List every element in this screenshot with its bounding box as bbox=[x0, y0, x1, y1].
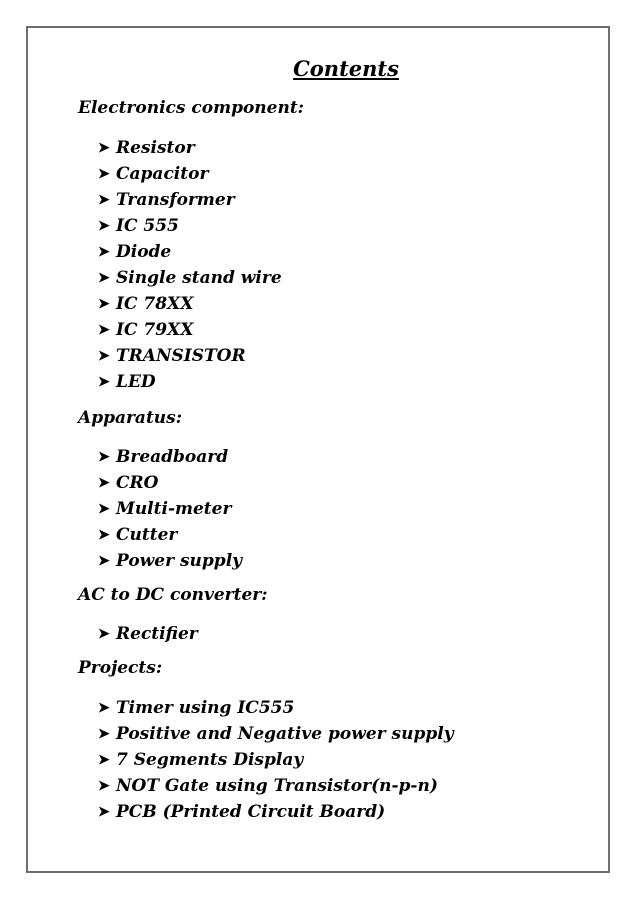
arrowhead-bullet-icon: ➤ bbox=[98, 374, 110, 390]
section-heading-ac-dc: AC to DC converter: bbox=[78, 585, 268, 605]
list-item: ➤ Transformer bbox=[98, 187, 282, 213]
list-item: ➤ PCB (Printed Circuit Board) bbox=[98, 799, 454, 825]
list-item: ➤ Power supply bbox=[98, 548, 242, 574]
list-item: ➤ 7 Segments Display bbox=[98, 747, 454, 773]
projects-list bbox=[98, 695, 454, 825]
arrowhead-bullet-icon: ➤ bbox=[98, 218, 110, 234]
arrowhead-bullet-icon: ➤ bbox=[98, 700, 110, 716]
arrowhead-bullet-icon: ➤ bbox=[98, 501, 110, 517]
section-heading-apparatus: Apparatus: bbox=[78, 408, 183, 428]
list-item: ➤ Positive and Negative power supply bbox=[98, 721, 454, 747]
list-item: ➤ Diode bbox=[98, 239, 282, 265]
arrowhead-bullet-icon: ➤ bbox=[98, 804, 110, 820]
arrowhead-bullet-icon: ➤ bbox=[98, 296, 110, 312]
list-item: ➤ TRANSISTOR bbox=[98, 343, 282, 369]
arrowhead-bullet-icon: ➤ bbox=[98, 449, 110, 465]
list-item: ➤ NOT Gate using Transistor(n-p-n) bbox=[98, 773, 454, 799]
list-item: ➤ IC 555 bbox=[98, 213, 282, 239]
list-item: ➤ Single stand wire bbox=[98, 265, 282, 291]
list-item: ➤ Cutter bbox=[98, 522, 242, 548]
list-item: ➤ Rectifier bbox=[98, 621, 198, 647]
arrowhead-bullet-icon: ➤ bbox=[98, 322, 110, 338]
arrowhead-bullet-icon: ➤ bbox=[98, 626, 110, 642]
arrowhead-bullet-icon: ➤ bbox=[98, 166, 110, 182]
arrowhead-bullet-icon: ➤ bbox=[98, 726, 110, 742]
ac-dc-list bbox=[98, 621, 198, 647]
section-heading-projects: Projects: bbox=[78, 658, 163, 678]
page-frame bbox=[26, 26, 610, 873]
arrowhead-bullet-icon: ➤ bbox=[98, 752, 110, 768]
list-item: ➤ Capacitor bbox=[98, 161, 282, 187]
list-item: ➤ LED bbox=[98, 369, 282, 395]
list-item: ➤ Resistor bbox=[98, 135, 282, 161]
page-title: Contents bbox=[293, 56, 399, 81]
list-item: ➤ IC 78XX bbox=[98, 291, 282, 317]
list-item: ➤ IC 79XX bbox=[98, 317, 282, 343]
arrowhead-bullet-icon: ➤ bbox=[98, 270, 110, 286]
list-item: ➤ Timer using IC555 bbox=[98, 695, 454, 721]
section-heading-electronics: Electronics component: bbox=[78, 98, 304, 118]
arrowhead-bullet-icon: ➤ bbox=[98, 778, 110, 794]
list-item: ➤ Breadboard bbox=[98, 444, 242, 470]
arrowhead-bullet-icon: ➤ bbox=[98, 244, 110, 260]
list-item: ➤ Multi-meter bbox=[98, 496, 242, 522]
electronics-list bbox=[98, 135, 282, 395]
apparatus-list bbox=[98, 444, 242, 574]
arrowhead-bullet-icon: ➤ bbox=[98, 475, 110, 491]
arrowhead-bullet-icon: ➤ bbox=[98, 140, 110, 156]
list-item: ➤ CRO bbox=[98, 470, 242, 496]
arrowhead-bullet-icon: ➤ bbox=[98, 192, 110, 208]
arrowhead-bullet-icon: ➤ bbox=[98, 348, 110, 364]
arrowhead-bullet-icon: ➤ bbox=[98, 553, 110, 569]
arrowhead-bullet-icon: ➤ bbox=[98, 527, 110, 543]
